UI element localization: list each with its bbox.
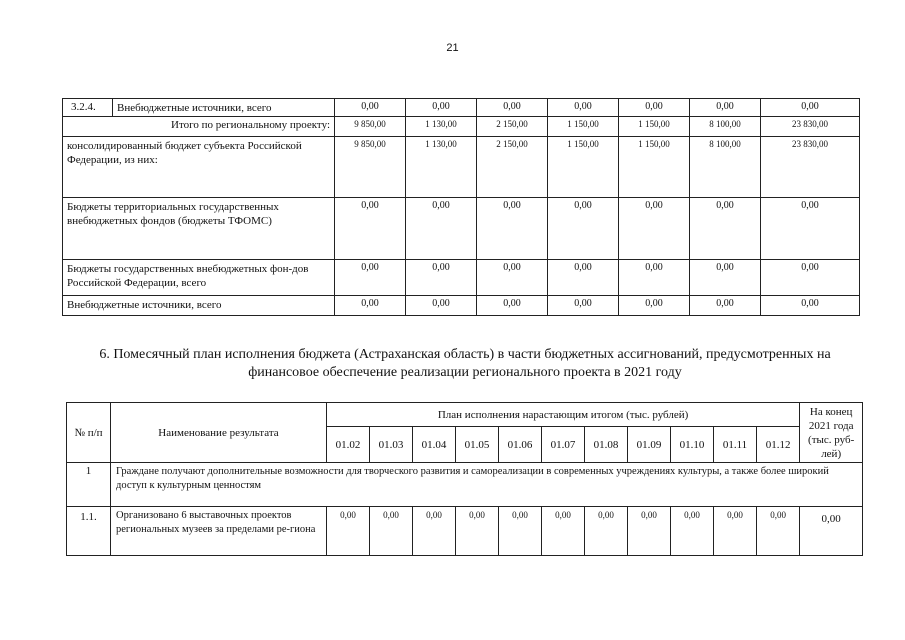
row-code: 3.2.4. xyxy=(63,99,113,117)
value-cell: 9 850,00 xyxy=(335,137,406,198)
month-value: 0,00 xyxy=(499,507,542,556)
value-cell: 1 150,00 xyxy=(548,117,619,137)
value-cell: 2 150,00 xyxy=(477,117,548,137)
monthly-plan-table xyxy=(66,402,863,556)
row-name: Внебюджетные источники, всего xyxy=(113,99,335,117)
month-header: 01.04 xyxy=(413,427,456,463)
month-header: 01.10 xyxy=(671,427,714,463)
section-title: 6. Помесячный план исполнения бюджета (Астраханская область) в части бюджетных ассигнований, предусмотренных на финансовое обеспечение реализации регионального проекта в 2021 году xyxy=(99,347,831,380)
month-header: 01.05 xyxy=(456,427,499,463)
value-cell: 0,00 xyxy=(548,99,619,117)
value-cell: 0,00 xyxy=(406,99,477,117)
month-value: 0,00 xyxy=(757,507,800,556)
group-num: 1 xyxy=(67,463,111,507)
table-row xyxy=(63,296,860,316)
month-header: 01.06 xyxy=(499,427,542,463)
value-cell: 0,00 xyxy=(761,296,860,316)
value-cell: 0,00 xyxy=(619,260,690,296)
value-cell: 0,00 xyxy=(477,99,548,117)
value-cell: 0,00 xyxy=(690,198,761,260)
month-value: 0,00 xyxy=(370,507,413,556)
table-row xyxy=(63,260,860,296)
page-number: 21 xyxy=(446,42,459,54)
value-cell: 23 830,00 xyxy=(761,117,860,137)
value-cell: 1 150,00 xyxy=(548,137,619,198)
name-header: Наименование результата xyxy=(111,403,327,463)
value-cell: 0,00 xyxy=(406,296,477,316)
month-value: 0,00 xyxy=(456,507,499,556)
month-header: 01.08 xyxy=(585,427,628,463)
value-cell: 1 150,00 xyxy=(619,117,690,137)
month-header: 01.12 xyxy=(757,427,800,463)
value-cell: 0,00 xyxy=(690,296,761,316)
value-cell: 0,00 xyxy=(477,198,548,260)
row-name: Внебюджетные источники, всего xyxy=(63,296,335,316)
value-cell: 0,00 xyxy=(761,198,860,260)
value-cell: 0,00 xyxy=(619,99,690,117)
value-cell: 1 150,00 xyxy=(619,137,690,198)
value-cell: 0,00 xyxy=(690,99,761,117)
month-header: 01.11 xyxy=(714,427,757,463)
value-cell: 8 100,00 xyxy=(690,117,761,137)
month-value: 0,00 xyxy=(585,507,628,556)
group-row xyxy=(67,463,863,507)
value-cell: 0,00 xyxy=(619,198,690,260)
num-header: № п/п xyxy=(67,403,111,463)
month-header: 01.02 xyxy=(327,427,370,463)
value-cell: 0,00 xyxy=(335,198,406,260)
table-row xyxy=(63,99,860,117)
value-cell: 0,00 xyxy=(406,260,477,296)
value-cell: 0,00 xyxy=(548,260,619,296)
row-name: Бюджеты территориальных государственных внебюджетных фондов (бюджеты ТФОМС) xyxy=(63,198,335,260)
month-value: 0,00 xyxy=(542,507,585,556)
month-header: 01.07 xyxy=(542,427,585,463)
table-row xyxy=(63,198,860,260)
table-row xyxy=(63,117,860,137)
value-cell: 0,00 xyxy=(548,198,619,260)
value-cell: 0,00 xyxy=(335,99,406,117)
value-cell: 0,00 xyxy=(477,260,548,296)
value-cell: 0,00 xyxy=(619,296,690,316)
value-cell: 0,00 xyxy=(761,99,860,117)
month-value: 0,00 xyxy=(628,507,671,556)
value-cell: 9 850,00 xyxy=(335,117,406,137)
header-row xyxy=(67,403,863,427)
result-name: Организовано 6 выставочных проектов региональных музеев за пределами ре-гиона xyxy=(111,507,327,556)
month-value: 0,00 xyxy=(327,507,370,556)
month-value: 0,00 xyxy=(714,507,757,556)
value-cell: 0,00 xyxy=(335,296,406,316)
month-value: 0,00 xyxy=(671,507,714,556)
value-cell: 0,00 xyxy=(477,296,548,316)
month-value: 0,00 xyxy=(413,507,456,556)
total-label: Итого по региональному проекту: xyxy=(63,117,335,137)
budget-table xyxy=(62,98,860,316)
value-cell: 0,00 xyxy=(335,260,406,296)
result-num: 1.1. xyxy=(67,507,111,556)
plan-header: План исполнения нарастающим итогом (тыс. рублей) xyxy=(327,403,800,427)
value-cell: 0,00 xyxy=(761,260,860,296)
value-cell: 0,00 xyxy=(406,198,477,260)
month-header: 01.03 xyxy=(370,427,413,463)
value-cell: 23 830,00 xyxy=(761,137,860,198)
row-name: Бюджеты государственных внебюджетных фон-дов Российской Федерации, всего xyxy=(63,260,335,296)
month-header: 01.09 xyxy=(628,427,671,463)
value-cell: 8 100,00 xyxy=(690,137,761,198)
value-cell: 1 130,00 xyxy=(406,137,477,198)
value-cell: 2 150,00 xyxy=(477,137,548,198)
value-cell: 1 130,00 xyxy=(406,117,477,137)
row-name: консолидированный бюджет субъекта Российской Федерации, из них: xyxy=(63,137,335,198)
value-cell: 0,00 xyxy=(690,260,761,296)
result-row xyxy=(67,507,863,556)
year-end-header: На конец 2021 года (тыс. руб-лей) xyxy=(800,403,863,463)
table-row xyxy=(63,137,860,198)
year-end-value: 0,00 xyxy=(800,507,863,556)
group-description: Граждане получают дополнительные возможности для творческого развития и самореализации в современных учреждениях культуры, а также более широкий доступ к культурным ценностям xyxy=(111,463,863,507)
value-cell: 0,00 xyxy=(548,296,619,316)
